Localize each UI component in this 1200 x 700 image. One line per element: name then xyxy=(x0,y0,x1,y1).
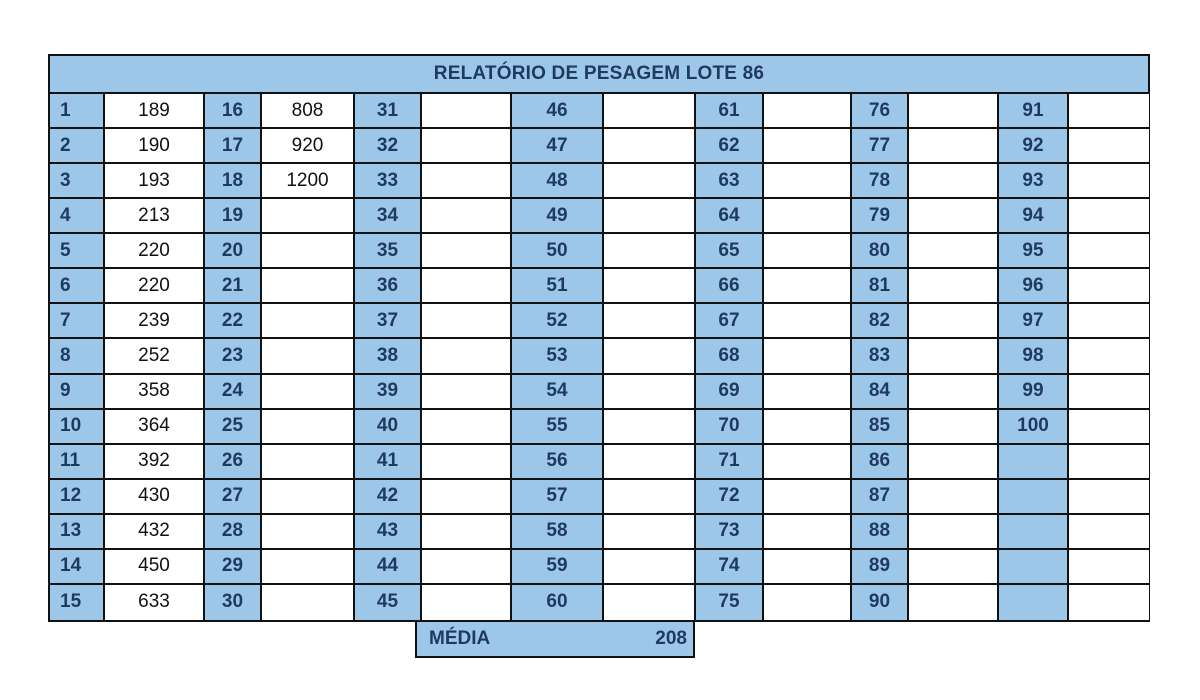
weight-value-cell xyxy=(1069,410,1149,445)
weight-value-cell xyxy=(764,550,852,585)
weight-value-cell xyxy=(909,585,999,620)
weight-value-cell: 252 xyxy=(105,339,205,374)
weight-value-cell: 193 xyxy=(105,164,205,199)
row-number-cell: 86 xyxy=(852,445,909,480)
row-number-cell: 74 xyxy=(696,550,764,585)
row-number-cell: 83 xyxy=(852,339,909,374)
row-number-cell: 58 xyxy=(512,515,604,550)
weight-value-cell xyxy=(909,199,999,234)
row-number-cell: 80 xyxy=(852,234,909,269)
weight-value-cell xyxy=(764,445,852,480)
row-number-cell: 96 xyxy=(999,269,1069,304)
weight-value-cell xyxy=(764,269,852,304)
weight-value-cell xyxy=(262,304,355,339)
weight-value-cell xyxy=(1069,550,1149,585)
report-title: RELATÓRIO DE PESAGEM LOTE 86 xyxy=(50,56,1148,94)
weight-value-cell xyxy=(262,234,355,269)
weight-value-cell xyxy=(1069,94,1149,129)
row-number-cell: 55 xyxy=(512,410,604,445)
row-number-cell: 59 xyxy=(512,550,604,585)
weight-value-cell xyxy=(262,515,355,550)
row-number-cell: 54 xyxy=(512,375,604,410)
row-number-cell: 12 xyxy=(50,480,105,515)
row-number-cell xyxy=(999,585,1069,620)
row-number-cell: 46 xyxy=(512,94,604,129)
row-number-cell: 7 xyxy=(50,304,105,339)
row-number-cell: 20 xyxy=(205,234,262,269)
row-number-cell: 14 xyxy=(50,550,105,585)
weight-value-cell: 920 xyxy=(262,129,355,164)
weight-value-cell xyxy=(1069,269,1149,304)
row-number-cell: 32 xyxy=(355,129,422,164)
weight-value-cell xyxy=(909,445,999,480)
weight-value-cell xyxy=(422,199,512,234)
row-number-cell: 38 xyxy=(355,339,422,374)
row-number-cell: 64 xyxy=(696,199,764,234)
weight-value-cell xyxy=(422,515,512,550)
weight-value-cell xyxy=(604,445,696,480)
weight-value-cell xyxy=(1069,445,1149,480)
weight-value-cell: 190 xyxy=(105,129,205,164)
average-value: 208 xyxy=(655,628,687,649)
row-number-cell: 35 xyxy=(355,234,422,269)
row-number-cell: 57 xyxy=(512,480,604,515)
weight-value-cell xyxy=(764,94,852,129)
row-number-cell: 61 xyxy=(696,94,764,129)
weight-value-cell xyxy=(422,94,512,129)
row-number-cell: 31 xyxy=(355,94,422,129)
row-number-cell: 100 xyxy=(999,410,1069,445)
row-number-cell: 19 xyxy=(205,199,262,234)
row-number-cell: 21 xyxy=(205,269,262,304)
weight-value-cell xyxy=(604,234,696,269)
weight-value-cell: 633 xyxy=(105,585,205,620)
weight-value-cell xyxy=(1069,339,1149,374)
weight-value-cell xyxy=(422,164,512,199)
weight-value-cell xyxy=(764,410,852,445)
weight-value-cell xyxy=(604,94,696,129)
row-number-cell: 75 xyxy=(696,585,764,620)
weight-value-cell xyxy=(262,199,355,234)
weight-value-cell xyxy=(764,234,852,269)
row-number-cell: 18 xyxy=(205,164,262,199)
weight-value-cell xyxy=(1069,375,1149,410)
row-number-cell: 76 xyxy=(852,94,909,129)
weight-value-cell xyxy=(262,445,355,480)
weight-value-cell: 189 xyxy=(105,94,205,129)
weight-value-cell xyxy=(909,410,999,445)
weight-value-cell xyxy=(764,304,852,339)
row-number-cell: 15 xyxy=(50,585,105,620)
weight-value-cell xyxy=(909,375,999,410)
weight-value-cell xyxy=(422,585,512,620)
weight-value-cell xyxy=(764,129,852,164)
row-number-cell: 85 xyxy=(852,410,909,445)
weight-value-cell xyxy=(604,199,696,234)
weight-value-cell: 358 xyxy=(105,375,205,410)
weight-value-cell xyxy=(1069,199,1149,234)
weight-value-cell xyxy=(604,585,696,620)
weight-value-cell xyxy=(604,480,696,515)
row-number-cell: 72 xyxy=(696,480,764,515)
weight-value-cell xyxy=(422,339,512,374)
average-box xyxy=(415,620,695,658)
row-number-cell: 67 xyxy=(696,304,764,339)
weight-value-cell xyxy=(1069,304,1149,339)
row-number-cell: 5 xyxy=(50,234,105,269)
row-number-cell: 91 xyxy=(999,94,1069,129)
weight-value-cell xyxy=(764,480,852,515)
weight-value-cell xyxy=(909,129,999,164)
weight-value-cell xyxy=(909,480,999,515)
weight-value-cell xyxy=(764,585,852,620)
weight-value-cell xyxy=(262,410,355,445)
row-number-cell: 47 xyxy=(512,129,604,164)
row-number-cell: 3 xyxy=(50,164,105,199)
row-number-cell: 42 xyxy=(355,480,422,515)
row-number-cell: 39 xyxy=(355,375,422,410)
row-number-cell: 45 xyxy=(355,585,422,620)
weight-value-cell: 239 xyxy=(105,304,205,339)
weight-value-cell xyxy=(422,304,512,339)
row-number-cell: 73 xyxy=(696,515,764,550)
weight-value-cell xyxy=(262,480,355,515)
row-number-cell: 52 xyxy=(512,304,604,339)
weight-value-cell: 392 xyxy=(105,445,205,480)
weight-value-cell xyxy=(422,129,512,164)
row-number-cell: 69 xyxy=(696,375,764,410)
row-number-cell: 4 xyxy=(50,199,105,234)
row-number-cell: 70 xyxy=(696,410,764,445)
weight-value-cell xyxy=(1069,164,1149,199)
weight-value-cell xyxy=(604,410,696,445)
weight-value-cell xyxy=(422,375,512,410)
weight-value-cell xyxy=(909,94,999,129)
weight-value-cell xyxy=(909,550,999,585)
weight-value-cell: 808 xyxy=(262,94,355,129)
weighing-report-table xyxy=(48,54,1150,622)
row-number-cell: 98 xyxy=(999,339,1069,374)
row-number-cell xyxy=(999,515,1069,550)
row-number-cell: 17 xyxy=(205,129,262,164)
weight-value-cell xyxy=(909,234,999,269)
row-number-cell: 40 xyxy=(355,410,422,445)
weight-value-cell xyxy=(764,339,852,374)
row-number-cell: 81 xyxy=(852,269,909,304)
row-number-cell: 68 xyxy=(696,339,764,374)
row-number-cell: 51 xyxy=(512,269,604,304)
row-number-cell: 92 xyxy=(999,129,1069,164)
weight-value-cell xyxy=(422,269,512,304)
row-number-cell: 41 xyxy=(355,445,422,480)
weight-value-cell: 213 xyxy=(105,199,205,234)
weight-value-cell: 1200 xyxy=(262,164,355,199)
row-number-cell: 22 xyxy=(205,304,262,339)
weight-value-cell xyxy=(764,199,852,234)
weight-value-cell: 364 xyxy=(105,410,205,445)
row-number-cell: 25 xyxy=(205,410,262,445)
row-number-cell xyxy=(999,550,1069,585)
row-number-cell: 36 xyxy=(355,269,422,304)
row-number-cell: 44 xyxy=(355,550,422,585)
row-number-cell: 62 xyxy=(696,129,764,164)
weights-grid xyxy=(50,94,1148,620)
weight-value-cell xyxy=(764,515,852,550)
row-number-cell: 71 xyxy=(696,445,764,480)
weight-value-cell xyxy=(604,129,696,164)
row-number-cell: 88 xyxy=(852,515,909,550)
weight-value-cell xyxy=(764,164,852,199)
weight-value-cell: 220 xyxy=(105,234,205,269)
row-number-cell xyxy=(999,445,1069,480)
weight-value-cell: 430 xyxy=(105,480,205,515)
row-number-cell: 78 xyxy=(852,164,909,199)
row-number-cell: 11 xyxy=(50,445,105,480)
row-number-cell: 9 xyxy=(50,375,105,410)
weight-value-cell xyxy=(909,269,999,304)
row-number-cell: 82 xyxy=(852,304,909,339)
weight-value-cell xyxy=(909,515,999,550)
weight-value-cell xyxy=(604,269,696,304)
weight-value-cell xyxy=(422,234,512,269)
weight-value-cell xyxy=(1069,515,1149,550)
row-number-cell xyxy=(999,480,1069,515)
row-number-cell: 1 xyxy=(50,94,105,129)
row-number-cell: 33 xyxy=(355,164,422,199)
row-number-cell: 29 xyxy=(205,550,262,585)
row-number-cell: 99 xyxy=(999,375,1069,410)
weight-value-cell xyxy=(262,375,355,410)
weight-value-cell xyxy=(604,550,696,585)
row-number-cell: 56 xyxy=(512,445,604,480)
weight-value-cell xyxy=(1069,480,1149,515)
row-number-cell: 90 xyxy=(852,585,909,620)
row-number-cell: 28 xyxy=(205,515,262,550)
weight-value-cell: 220 xyxy=(105,269,205,304)
row-number-cell: 13 xyxy=(50,515,105,550)
row-number-cell: 84 xyxy=(852,375,909,410)
row-number-cell: 23 xyxy=(205,339,262,374)
weight-value-cell xyxy=(1069,234,1149,269)
weight-value-cell xyxy=(909,339,999,374)
row-number-cell: 89 xyxy=(852,550,909,585)
row-number-cell: 63 xyxy=(696,164,764,199)
row-number-cell: 49 xyxy=(512,199,604,234)
weight-value-cell xyxy=(422,410,512,445)
weight-value-cell: 432 xyxy=(105,515,205,550)
row-number-cell: 60 xyxy=(512,585,604,620)
row-number-cell: 16 xyxy=(205,94,262,129)
row-number-cell: 87 xyxy=(852,480,909,515)
row-number-cell: 26 xyxy=(205,445,262,480)
weight-value-cell xyxy=(604,375,696,410)
row-number-cell: 93 xyxy=(999,164,1069,199)
weight-value-cell xyxy=(422,445,512,480)
weight-value-cell xyxy=(604,515,696,550)
row-number-cell: 66 xyxy=(696,269,764,304)
row-number-cell: 97 xyxy=(999,304,1069,339)
weight-value-cell xyxy=(262,269,355,304)
weight-value-cell xyxy=(1069,585,1149,620)
row-number-cell: 77 xyxy=(852,129,909,164)
weight-value-cell: 450 xyxy=(105,550,205,585)
weight-value-cell xyxy=(1069,129,1149,164)
row-number-cell: 37 xyxy=(355,304,422,339)
row-number-cell: 94 xyxy=(999,199,1069,234)
weight-value-cell xyxy=(604,339,696,374)
weight-value-cell xyxy=(262,585,355,620)
row-number-cell: 95 xyxy=(999,234,1069,269)
weight-value-cell xyxy=(422,480,512,515)
weight-value-cell xyxy=(604,164,696,199)
average-label: MÉDIA xyxy=(429,628,491,649)
row-number-cell: 79 xyxy=(852,199,909,234)
row-number-cell: 34 xyxy=(355,199,422,234)
weight-value-cell xyxy=(422,550,512,585)
row-number-cell: 43 xyxy=(355,515,422,550)
weight-value-cell xyxy=(262,339,355,374)
weight-value-cell xyxy=(909,304,999,339)
weight-value-cell xyxy=(262,550,355,585)
weight-value-cell xyxy=(604,304,696,339)
row-number-cell: 8 xyxy=(50,339,105,374)
weight-value-cell xyxy=(909,164,999,199)
row-number-cell: 50 xyxy=(512,234,604,269)
row-number-cell: 48 xyxy=(512,164,604,199)
row-number-cell: 30 xyxy=(205,585,262,620)
row-number-cell: 2 xyxy=(50,129,105,164)
row-number-cell: 24 xyxy=(205,375,262,410)
row-number-cell: 65 xyxy=(696,234,764,269)
row-number-cell: 6 xyxy=(50,269,105,304)
weight-value-cell xyxy=(764,375,852,410)
row-number-cell: 53 xyxy=(512,339,604,374)
row-number-cell: 10 xyxy=(50,410,105,445)
row-number-cell: 27 xyxy=(205,480,262,515)
